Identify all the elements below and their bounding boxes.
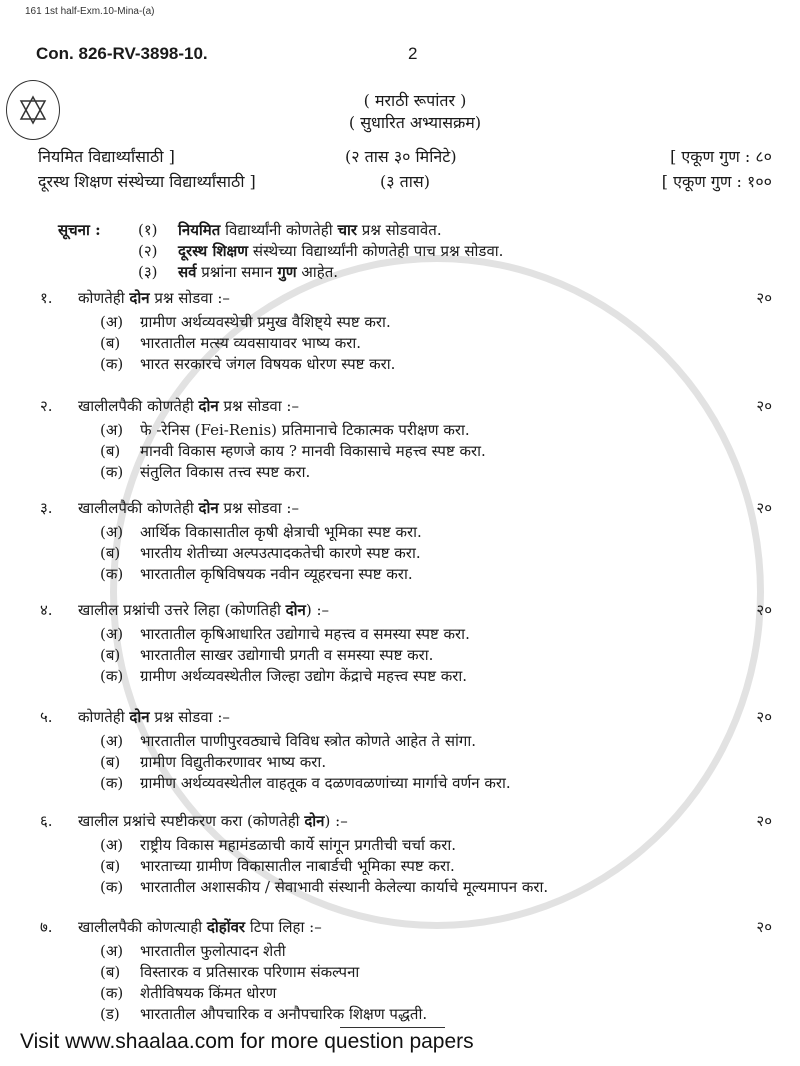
sub-question <box>100 963 359 981</box>
question-number: ५. <box>40 708 53 726</box>
sub-question-text: भारत सरकारचे जंगल विषयक धोरण स्पष्ट करा. <box>140 355 396 373</box>
sub-question <box>100 421 470 439</box>
sub-question-text: भारतातील कृषिविषयक नवीन व्यूहरचना स्पष्ट करा. <box>140 565 413 583</box>
sub-question-label: (अ) <box>100 523 124 541</box>
end-rule <box>340 1027 445 1028</box>
question-marks: २० <box>756 918 772 936</box>
emphasis-text: दोन <box>304 812 325 830</box>
sub-question-label: (ब) <box>100 753 121 771</box>
question-heading <box>40 499 299 517</box>
sub-question <box>100 942 286 960</box>
sub-question <box>100 667 467 685</box>
sub-question <box>100 732 476 750</box>
sub-question-text: फे -रेनिस (Fei-Renis) प्रतिमानाचे टिकात्मक परीक्षण करा. <box>140 421 470 439</box>
sub-question-text: भारतातील कृषिआधारित उद्योगाचे महत्त्व व समस्या स्पष्ट करा. <box>140 625 470 643</box>
sub-question-label: (क) <box>100 667 124 685</box>
print-reference: 161 1st half-Exm.10-Mina-(a) <box>25 6 155 17</box>
emphasis-text: दोन <box>198 499 219 517</box>
text-segment: खालील प्रश्नांचे स्पष्टीकरण करा (कोणतेही <box>78 812 305 830</box>
distance-duration: (३ तास) <box>380 172 430 191</box>
text-segment: प्रश्न सोडवा :– <box>149 708 230 726</box>
regular-duration: (२ तास ३० मिनिटे) <box>345 147 457 166</box>
sub-question-text: ग्रामीण अर्थव्यवस्थेतील वाहतूक व दळणवळणांच्या मार्गाचे वर्णन करा. <box>140 774 511 792</box>
sub-question-label: (क) <box>100 463 124 481</box>
sub-question <box>100 565 413 583</box>
sub-question <box>100 625 470 643</box>
instruction-item <box>138 242 503 260</box>
sub-question-label: (ब) <box>100 334 121 352</box>
question-number: ६. <box>40 812 53 830</box>
sub-question-label: (क) <box>100 878 124 896</box>
instruction-item <box>138 221 442 239</box>
emphasis-text: दोन <box>198 397 219 415</box>
emphasis-text: दोन <box>129 289 150 307</box>
text-segment: प्रश्न सोडवावेत. <box>356 221 442 239</box>
text-segment: प्रश्न सोडवा :– <box>218 397 299 415</box>
text-segment: ) :– <box>324 812 348 830</box>
sub-question <box>100 523 422 541</box>
sub-question <box>100 984 276 1002</box>
text-segment: खालीलपैकी कोणत्याही <box>78 918 207 936</box>
sub-question-text: ग्रामीण विद्युतीकरणावर भाष्य करा. <box>140 753 327 771</box>
question-number: ७. <box>40 918 53 936</box>
sub-question <box>100 857 455 875</box>
sub-question-text: भारतीय शेतीच्या अल्पउत्पादकतेची कारणे स्पष्ट करा. <box>140 544 421 562</box>
text-segment: टिपा लिहा :– <box>245 918 322 936</box>
title-language: ( मराठी रूपांतर ) <box>363 91 467 110</box>
question-marks: २० <box>756 812 772 830</box>
question-marks: २० <box>756 499 772 517</box>
sub-question-label: (क) <box>100 355 124 373</box>
instruction-number: (१) <box>138 221 158 239</box>
instruction-item <box>138 263 338 281</box>
sub-question-text: शेतीविषयक किंमत धोरण <box>140 984 277 1002</box>
sub-question-label: (क) <box>100 565 124 583</box>
sub-question-text: भारतातील फुलोत्पादन शेती <box>140 942 286 960</box>
page-number: 2 <box>408 44 418 63</box>
sub-question <box>100 1005 427 1023</box>
sub-question-label: (अ) <box>100 313 124 331</box>
sub-question-text: भारतातील पाणीपुरवठ्याचे विविध स्त्रोत कोणते आहेत ते सांगा. <box>140 732 477 750</box>
sub-question-text: भारताच्या ग्रामीण विकासातील नाबार्डची भूमिका स्पष्ट करा. <box>140 857 455 875</box>
sub-question <box>100 544 421 562</box>
question-heading <box>40 918 322 936</box>
instruction-number: (३) <box>138 263 158 281</box>
sub-question <box>100 355 395 373</box>
emphasis-text: चार <box>337 221 357 239</box>
question-marks: २० <box>756 601 772 619</box>
title-syllabus: ( सुधारित अभ्यासक्रम) <box>348 113 482 132</box>
sub-question-label: (ब) <box>100 857 121 875</box>
question-number: २. <box>40 397 53 415</box>
sub-question-label: (अ) <box>100 732 124 750</box>
text-segment: संस्थेच्या विद्यार्थ्यांनी कोणतेही पाच प्रश्न सोडवा. <box>248 242 504 260</box>
text-segment: खालील प्रश्नांची उत्तरे लिहा (कोणतिही <box>78 601 286 619</box>
sub-question <box>100 836 456 854</box>
sub-question-label: (ब) <box>100 646 121 664</box>
text-segment: खालीलपैकी कोणतेही <box>78 397 199 415</box>
text-segment: आहेत. <box>296 263 339 281</box>
instructions-label: सूचना : <box>58 221 101 239</box>
sub-question-text: भारतातील साखर उद्योगाची प्रगती व समस्या स्पष्ट करा. <box>140 646 434 664</box>
emphasis-text: गुण <box>277 263 297 281</box>
sub-question-label: (ब) <box>100 442 121 460</box>
question-marks: २० <box>756 397 772 415</box>
instruction-number: (२) <box>138 242 158 260</box>
sub-question-text: आर्थिक विकासातील कृषी क्षेत्राची भूमिका स्पष्ट करा. <box>140 523 422 541</box>
sub-question-label: (अ) <box>100 942 124 960</box>
text-segment: प्रश्न सोडवा :– <box>149 289 230 307</box>
sub-question <box>100 753 326 771</box>
sub-question-text: विस्तारक व प्रतिसारक परिणाम संकल्पना <box>140 963 360 981</box>
regular-students-label: नियमित विद्यार्थ्यांसाठी ] <box>38 147 175 166</box>
question-heading <box>40 289 230 307</box>
distance-total-marks: [ एकूण गुण : १०० <box>661 172 772 191</box>
question-heading <box>40 812 348 830</box>
question-number: ४. <box>40 601 53 619</box>
question-number: ३. <box>40 499 53 517</box>
text-segment: खालीलपैकी कोणतेही <box>78 499 199 517</box>
sub-question-label: (ड) <box>100 1005 120 1023</box>
text-segment: प्रश्नांना समान <box>196 263 278 281</box>
emphasis-text: दोहोंवर <box>206 918 246 936</box>
sub-question-label: (क) <box>100 774 124 792</box>
sub-question-text: भारतातील औपचारिक व अनौपचारिक शिक्षण पद्धती. <box>140 1005 428 1023</box>
emphasis-text: दोन <box>285 601 306 619</box>
emphasis-text: दूरस्थ शिक्षण <box>178 242 249 260</box>
distance-students-label: दूरस्थ शिक्षण संस्थेच्या विद्यार्थ्यांसाठी ] <box>38 172 256 191</box>
question-heading <box>40 397 299 415</box>
sub-question-label: (अ) <box>100 836 124 854</box>
sub-question-text: भारतातील मत्स्य व्यवसायावर भाष्य करा. <box>140 334 362 352</box>
sub-question-text: संतुलित विकास तत्त्व स्पष्ट करा. <box>140 463 311 481</box>
emphasis-text: सर्व <box>178 263 197 281</box>
sub-question-text: भारतातील अशासकीय / सेवाभावी संस्थानी केलेल्या कार्याचे मूल्यमापन करा. <box>140 878 549 896</box>
paper-code: Con. 826-RV-3898-10. <box>36 44 208 63</box>
question-heading <box>40 708 230 726</box>
sub-question-label: (अ) <box>100 625 124 643</box>
sub-question-label: (क) <box>100 984 124 1002</box>
sub-question-label: (अ) <box>100 421 124 439</box>
text-segment: कोणतेही <box>78 289 130 307</box>
sub-question <box>100 442 486 460</box>
question-number: १. <box>40 289 53 307</box>
sub-question-text: मानवी विकास म्हणजे काय ? मानवी विकासाचे महत्त्व स्पष्ट करा. <box>140 442 486 460</box>
regular-total-marks: [ एकूण गुण : ८० <box>670 147 772 166</box>
question-marks: २० <box>756 708 772 726</box>
footer-link[interactable]: Visit www.shaalaa.com for more question papers <box>20 1030 474 1053</box>
text-segment: विद्यार्थ्यांनी कोणतेही <box>220 221 338 239</box>
sub-question-text: ग्रामीण अर्थव्यवस्थेची प्रमुख वैशिष्ट्ये स्पष्ट करा. <box>140 313 391 331</box>
sub-question <box>100 774 511 792</box>
sub-question <box>100 334 361 352</box>
sub-question <box>100 463 310 481</box>
sub-question <box>100 646 433 664</box>
text-segment: ) :– <box>305 601 330 619</box>
sub-question-label: (ब) <box>100 963 121 981</box>
emphasis-text: दोन <box>129 708 150 726</box>
sub-question-text: राष्ट्रीय विकास महामंडळाची कार्ये सांगून प्रगतीची चर्चा करा. <box>140 836 456 854</box>
text-segment: प्रश्न सोडवा :– <box>218 499 299 517</box>
question-marks: २० <box>756 289 772 307</box>
sub-question-text: ग्रामीण अर्थव्यवस्थेतील जिल्हा उद्योग केंद्राचे महत्त्व स्पष्ट करा. <box>140 667 468 685</box>
question-heading <box>40 601 329 619</box>
sub-question-label: (ब) <box>100 544 121 562</box>
emphasis-text: नियमित <box>178 221 221 239</box>
text-segment: कोणतेही <box>78 708 130 726</box>
sub-question <box>100 878 548 896</box>
sub-question <box>100 313 391 331</box>
